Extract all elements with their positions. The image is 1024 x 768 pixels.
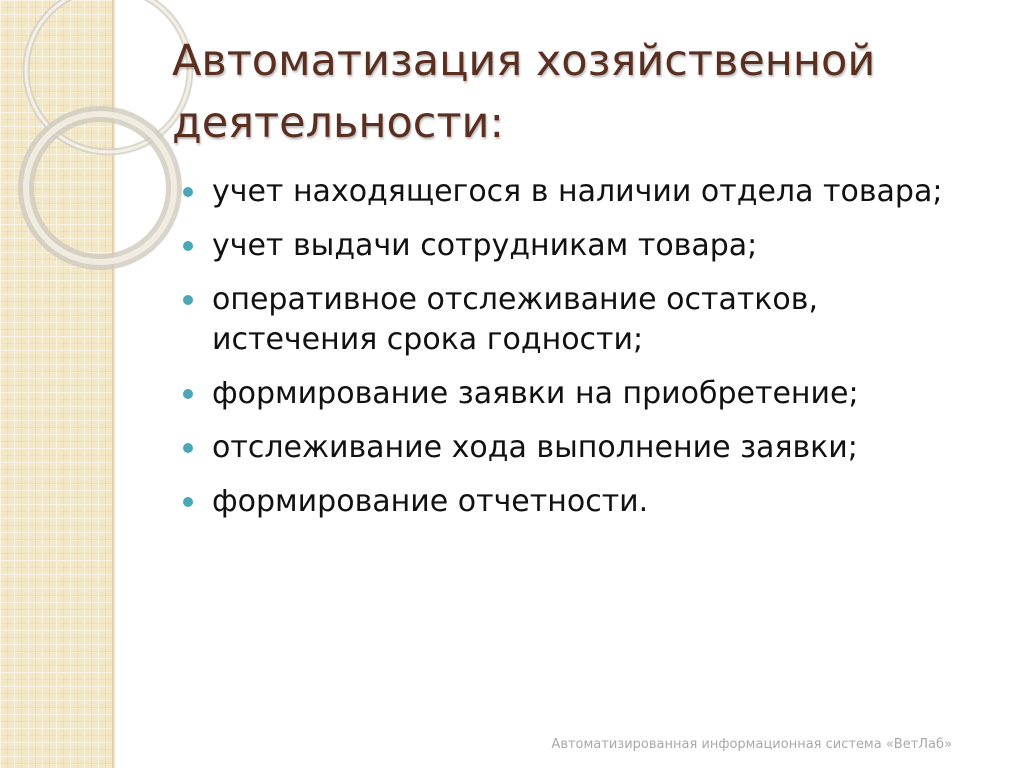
bullet-dot-icon [183, 497, 193, 507]
bullet-item [178, 280, 978, 360]
bullet-item [178, 226, 978, 266]
slide-title: Автоматизация хозяйственной деятельности: [172, 36, 876, 148]
bullet-text: оперативное отслеживание остатков, истечения срока годности; [212, 282, 818, 357]
bullet-item [178, 428, 978, 468]
bullet-dot-icon [183, 295, 193, 305]
bullet-text: отслеживание хода выполнение заявки; [212, 430, 858, 465]
bullet-dot-icon [183, 241, 193, 251]
bullet-item [178, 172, 978, 212]
bullet-dot-icon [183, 389, 193, 399]
bullet-dot-icon [183, 187, 193, 197]
bullet-text: учет выдачи сотрудникам товара; [212, 228, 758, 263]
bullet-text: формирование отчетности. [212, 484, 649, 519]
bullet-item [178, 374, 978, 414]
bullet-item [178, 482, 978, 522]
bullet-list [178, 172, 978, 536]
bullet-dot-icon [183, 443, 193, 453]
bullet-text: учет находящегося в наличии отдела товара; [212, 174, 943, 209]
slide-footer: Автоматизированная информационная система «ВетЛаб» [551, 737, 952, 752]
decorative-rings [0, 0, 200, 300]
bullet-text: формирование заявки на приобретение; [212, 376, 859, 411]
